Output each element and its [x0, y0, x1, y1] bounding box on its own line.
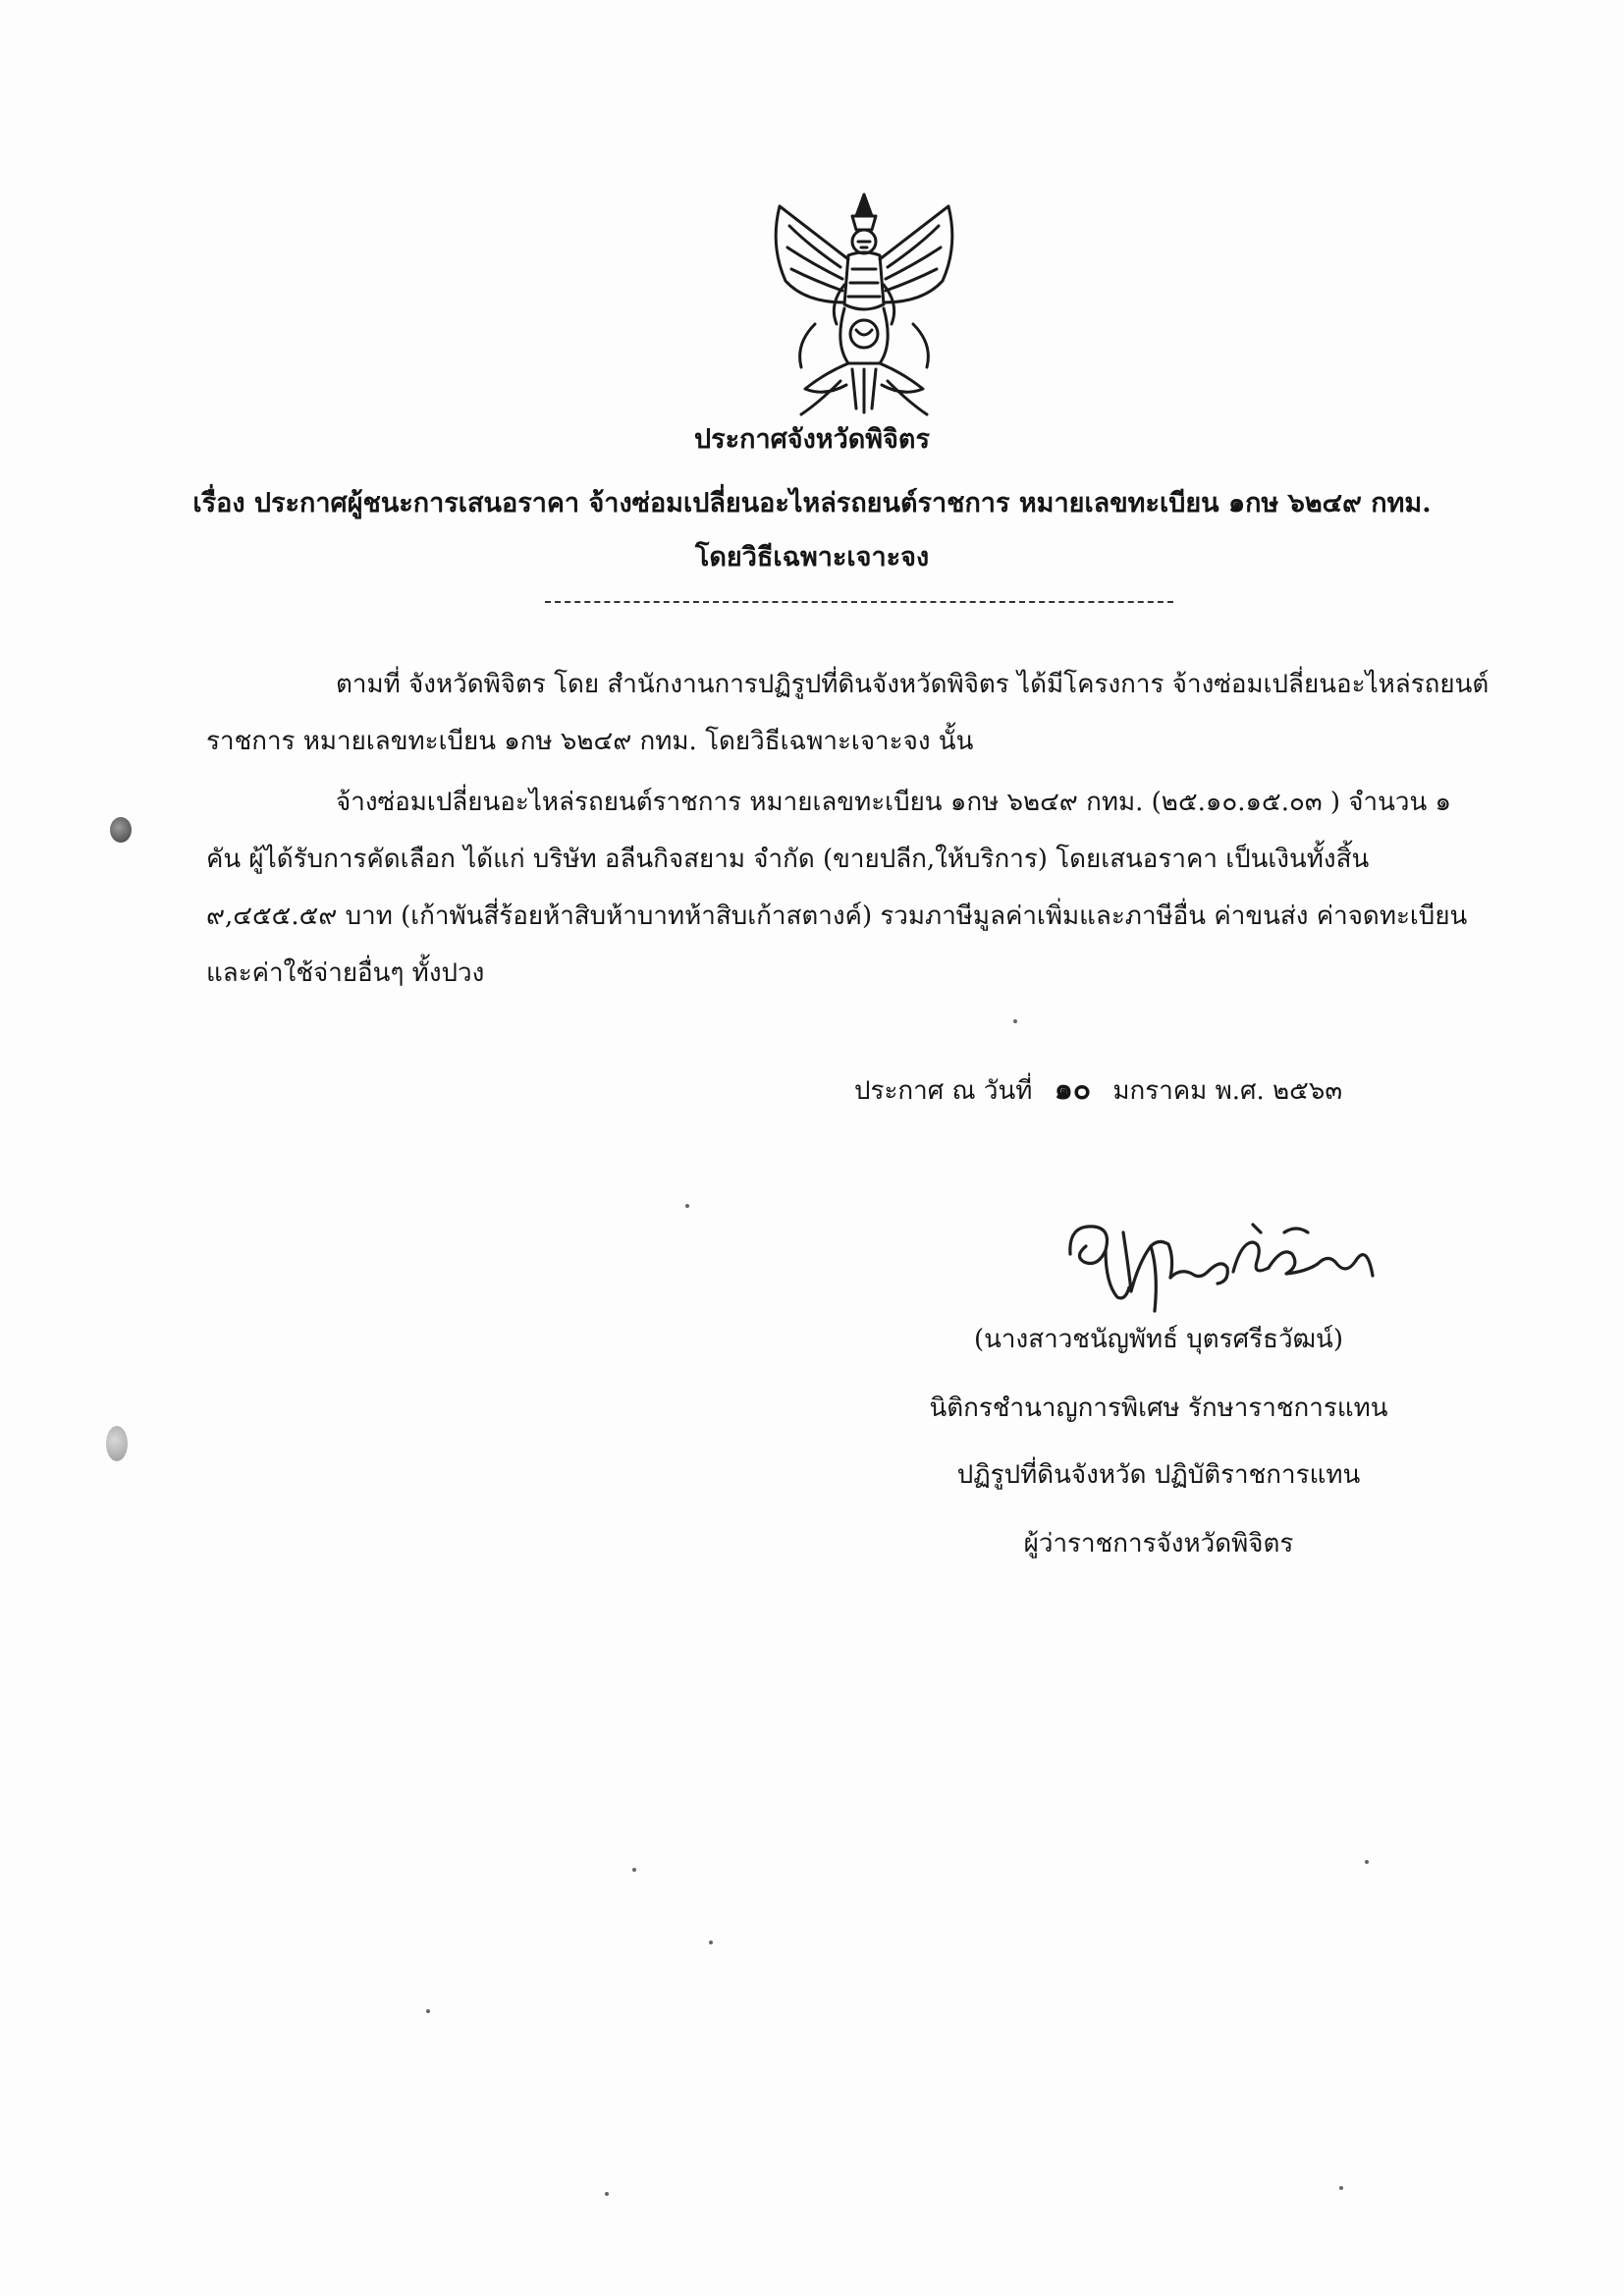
garuda-emblem-icon: [746, 187, 982, 422]
scan-speck: [709, 1941, 713, 1944]
body-paragraph-2: จ้างซ่อมเปลี่ยนอะไหล่รถยนต์ราชการ หมายเลขทะเบียน ๑กษ ๖๒๔๙ กทม. (๒๕.๑๐.๑๕.๐๓ ) จำนวน ๑ คัน ผู้ได้รับการคัดเลือก ได้แก่ บริษัท อลีนกิจสยาม จำกัด (ขายปลีก,ให้บริการ) โดยเสนอราคา เป็นเงินทั้งสิ้น ๙,๔๕๕.๕๙ บาท (เก้าพันสี่ร้อยห้าสิบห้าบาทห้าสิบเก้าสตางค์) รวมภาษีมูลค่าเพิ่มและภาษีอื่น ค่าขนส่ง ค่าจดทะเบียน และค่าใช้จ่ายอื่นๆ ทั้งปวง: [206, 788, 1468, 988]
signatory-position-3: ผู้ว่าราชการจังหวัดพิจิตร: [1023, 1529, 1294, 1558]
scan-speck: [605, 2192, 609, 2196]
announcement-date: [854, 1068, 1342, 1113]
procurement-method: โดยวิธีเฉพาะเจาะจง: [694, 542, 930, 573]
scan-speck: [632, 1868, 636, 1872]
punch-hole-mark: [110, 817, 132, 843]
announcement-title: ประกาศจังหวัดพิจิตร: [694, 424, 930, 455]
scan-speck: [1339, 2186, 1343, 2190]
scan-speck: [685, 1204, 689, 1208]
signatory-position-2: ปฏิรูปที่ดินจังหวัด ปฏิบัติราชการแทน: [956, 1460, 1361, 1490]
signatory-position-1: นิติกรชำนาญการพิเศษ รักษาราชการแทน: [929, 1394, 1388, 1423]
date-day: ๑๐: [1054, 1072, 1092, 1107]
date-month-year: มกราคม พ.ศ. ๒๕๖๓: [1112, 1076, 1343, 1106]
signatory-name: (นางสาวชนัญพัทธ์ บุตรศรีธวัฒน์): [974, 1325, 1343, 1354]
date-prefix: ประกาศ ณ วันที่: [854, 1076, 1033, 1106]
scan-speck: [1365, 1860, 1369, 1864]
scan-speck: [426, 2009, 430, 2013]
body-paragraph-1: ตามที่ จังหวัดพิจิตร โดย สำนักงานการปฏิรูปที่ดินจังหวัดพิจิตร ได้มีโครงการ จ้างซ่อมเปลี่ยนอะไหล่รถยนต์ราชการ หมายเลขทะเบียน ๑กษ ๖๒๔๙ กทม. โดยวิธีเฉพาะเจาะจง นั้น: [206, 670, 1489, 756]
divider-line: [545, 601, 1173, 603]
scan-speck: [1013, 1019, 1017, 1023]
punch-hole-mark: [106, 1426, 128, 1461]
handwritten-signature: [1060, 1203, 1384, 1321]
announcement-subject: เรื่อง ประกาศผู้ชนะการเสนอราคา จ้างซ่อมเปลี่ยนอะไหล่รถยนต์ราชการ หมายเลขทะเบียน ๑กษ ๖๒๔๙ กทม.: [192, 488, 1432, 519]
